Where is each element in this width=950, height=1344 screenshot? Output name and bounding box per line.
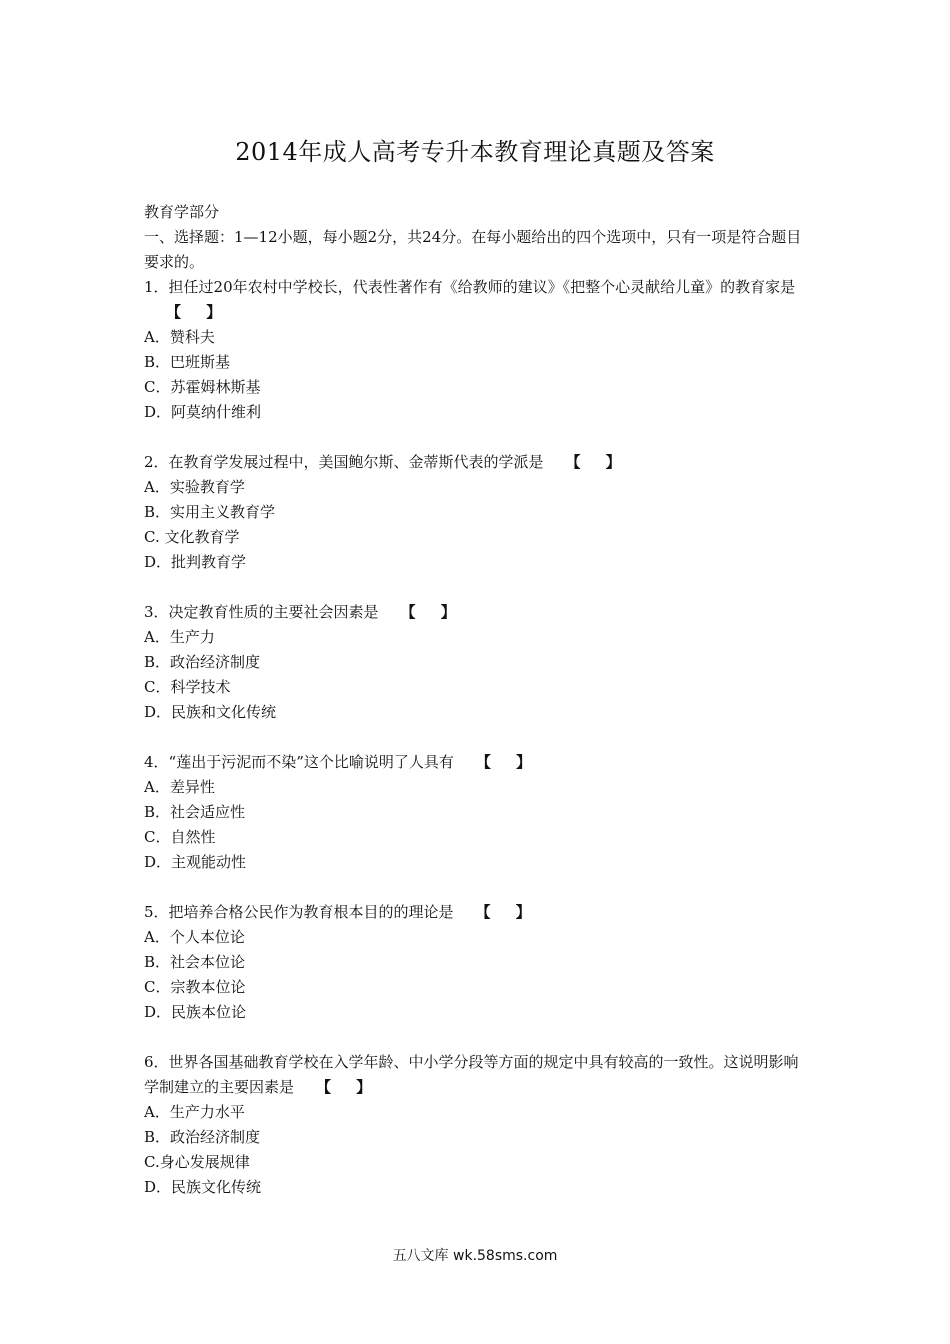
option-a: A．生产力 bbox=[144, 628, 215, 646]
answer-bracket: 【 】 bbox=[166, 303, 232, 321]
question-stem-text: 3．决定教育性质的主要社会因素是 bbox=[144, 603, 379, 621]
option-c: C. 文化教育学 bbox=[144, 528, 240, 546]
question-2 bbox=[144, 450, 808, 575]
question-stem bbox=[144, 450, 808, 475]
option-d: D．批判教育学 bbox=[144, 553, 247, 571]
option-b: B．社会适应性 bbox=[144, 803, 246, 821]
question-stem-text: 5．把培养合格公民作为教育根本目的的理论是 bbox=[144, 903, 454, 921]
option-a: A．赞科夫 bbox=[144, 328, 215, 346]
option-b: B．巴班斯基 bbox=[144, 353, 231, 371]
document-body bbox=[144, 200, 808, 1200]
question-stem bbox=[144, 600, 808, 625]
option-b: B．政治经济制度 bbox=[144, 1128, 261, 1146]
spacer bbox=[144, 875, 808, 900]
question-stem bbox=[144, 750, 808, 775]
answer-bracket: 【 】 bbox=[400, 603, 466, 621]
question-4 bbox=[144, 750, 808, 875]
spacer bbox=[144, 1025, 808, 1050]
option-a: A．生产力水平 bbox=[144, 1103, 245, 1121]
option-c: C．宗教本位论 bbox=[144, 978, 246, 996]
option-a: A．实验教育学 bbox=[144, 478, 245, 496]
question-stem bbox=[144, 900, 808, 925]
spacer bbox=[144, 725, 808, 750]
answer-bracket: 【 】 bbox=[475, 903, 541, 921]
spacer bbox=[144, 425, 808, 450]
question-stem-text: 1．担任过20年农村中学校长，代表性著作有《给教师的建议》《把整个心灵献给儿童》的教育家是 bbox=[144, 278, 796, 296]
question-stem-text: 6．世界各国基础教育学校在入学年龄、中小学分段等方面的规定中具有较高的一致性。这说明影响学制建立的主要因素是 bbox=[144, 1053, 799, 1096]
question-6 bbox=[144, 1050, 808, 1200]
option-c: C．苏霍姆林斯基 bbox=[144, 378, 261, 396]
option-a: A．个人本位论 bbox=[144, 928, 245, 946]
option-c: C.身心发展规律 bbox=[144, 1153, 250, 1171]
question-stem-text: 4．“莲出于污泥而不染”这个比喻说明了人具有 bbox=[144, 753, 454, 771]
question-stem bbox=[144, 275, 808, 325]
option-d: D．民族本位论 bbox=[144, 1003, 247, 1021]
question-1 bbox=[144, 275, 808, 425]
section-heading: 教育学部分 bbox=[144, 203, 220, 221]
option-b: B．政治经济制度 bbox=[144, 653, 261, 671]
spacer bbox=[144, 575, 808, 600]
option-b: B．实用主义教育学 bbox=[144, 503, 276, 521]
option-d: D．民族文化传统 bbox=[144, 1178, 262, 1196]
answer-bracket: 【 】 bbox=[565, 453, 631, 471]
page-footer-watermark: 五八文库 wk.58sms.com bbox=[392, 1248, 558, 1264]
option-d: D．主观能动性 bbox=[144, 853, 247, 871]
option-d: D．民族和文化传统 bbox=[144, 703, 277, 721]
option-c: C．科学技术 bbox=[144, 678, 231, 696]
question-stem-text: 2．在教育学发展过程中，美国鲍尔斯、金蒂斯代表的学派是 bbox=[144, 453, 544, 471]
option-c: C．自然性 bbox=[144, 828, 216, 846]
instruction-text: 一、选择题：1—12小题，每小题2分，共24分。在每小题给出的四个选项中，只有一项是符合题目要求的。 bbox=[144, 228, 802, 271]
answer-bracket: 【 】 bbox=[475, 753, 542, 771]
answer-bracket: 【 】 bbox=[316, 1078, 382, 1096]
question-5 bbox=[144, 900, 808, 1025]
question-3 bbox=[144, 600, 808, 725]
document-title: 2014年成人高考专升本教育理论真题及答案 bbox=[235, 138, 715, 166]
option-a: A．差异性 bbox=[144, 778, 215, 796]
option-b: B．社会本位论 bbox=[144, 953, 246, 971]
question-stem bbox=[144, 1050, 808, 1100]
option-d: D．阿莫纳什维利 bbox=[144, 403, 262, 421]
